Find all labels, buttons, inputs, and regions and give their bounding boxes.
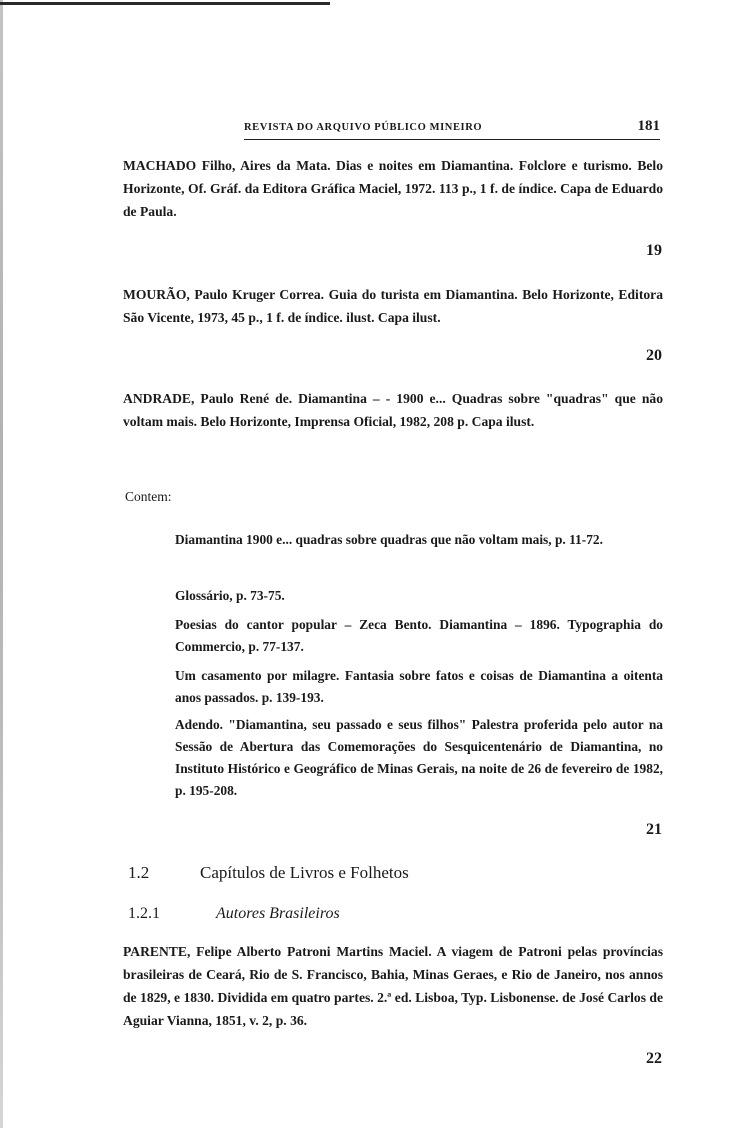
page-edge-shadow [0,0,3,1128]
entry-machado: MACHADO Filho, Aires da Mata. Dias e noites em Diamantina. Folclore e turismo. Belo Horizonte, Of. Gráf. da Editora Gráfica Maciel, 1972. 113 p., 1 f. de índice. Capa de Eduardo de Paula. [123,158,663,219]
entry-mourao: MOURÃO, Paulo Kruger Correa. Guia do turista em Diamantina. Belo Horizonte, Editora São Vicente, 1973, 45 p., 1 f. de índice. ilust. Capa ilust. [123,287,663,325]
entry-parente: PARENTE, Felipe Alberto Patroni Martins Maciel. A viagem de Patroni pelas províncias brasileiras de Ceará, Rio de S. Francisco, Bahia, Minas Geraes, e Rio de Janeiro, nos annos de 1829, e 1830. Dividida em quatro partes. 2.ª ed. Lisboa, Typ. Lisbonense. de José Carlos de Aguiar Vianna, 1851, v. 2, p. 36. [123,944,663,1028]
running-header [244,118,660,140]
running-title: REVISTA DO ARQUIVO PÚBLICO MINEIRO [244,122,483,133]
header-rule [244,139,660,140]
entry-andrade: ANDRADE, Paulo René de. Diamantina – - 1900 e... Quadras sobre "quadras" que não voltam mais. Belo Horizonte, Imprensa Oficial, 1982, 208 p. Capa ilust. [123,391,663,429]
contents-item: Poesias do cantor popular – Zeca Bento. Diamantina – 1896. Typographia do Commercio, p. 77-137. [175,617,663,654]
entry-number: 21 [646,821,662,838]
entry-number: 22 [646,1050,662,1067]
top-border-rule [0,2,330,5]
entry-number: 19 [646,242,662,259]
contents-item: Um casamento por milagre. Fantasia sobre fatos e coisas de Diamantina a oitenta anos passados. p. 139-193. [175,668,663,705]
section-heading [128,863,409,883]
page-number: 181 [637,118,660,134]
section-number: 1.2 [128,863,150,882]
contents-label: Contem: [125,489,172,504]
entry-number: 20 [646,347,662,364]
contents-item: Glossário, p. 73-75. [175,588,285,603]
subsection-title: Autores Brasileiros [216,905,340,922]
contents-item: Adendo. "Diamantina, seu passado e seus filhos" Palestra proferida pelo autor na Sessão de Abertura das Comemorações do Sesquicentenário de Diamantina, no Instituto Histórico e Geográfico de Minas Gerais, na noite de 26 de fevereiro de 1982, p. 195-208. [175,717,663,798]
subsection-heading [128,905,340,923]
contents-item: Diamantina 1900 e... quadras sobre quadras que não voltam mais, p. 11-72. [175,532,603,547]
section-title: Capítulos de Livros e Folhetos [200,863,409,882]
subsection-number: 1.2.1 [128,905,160,922]
